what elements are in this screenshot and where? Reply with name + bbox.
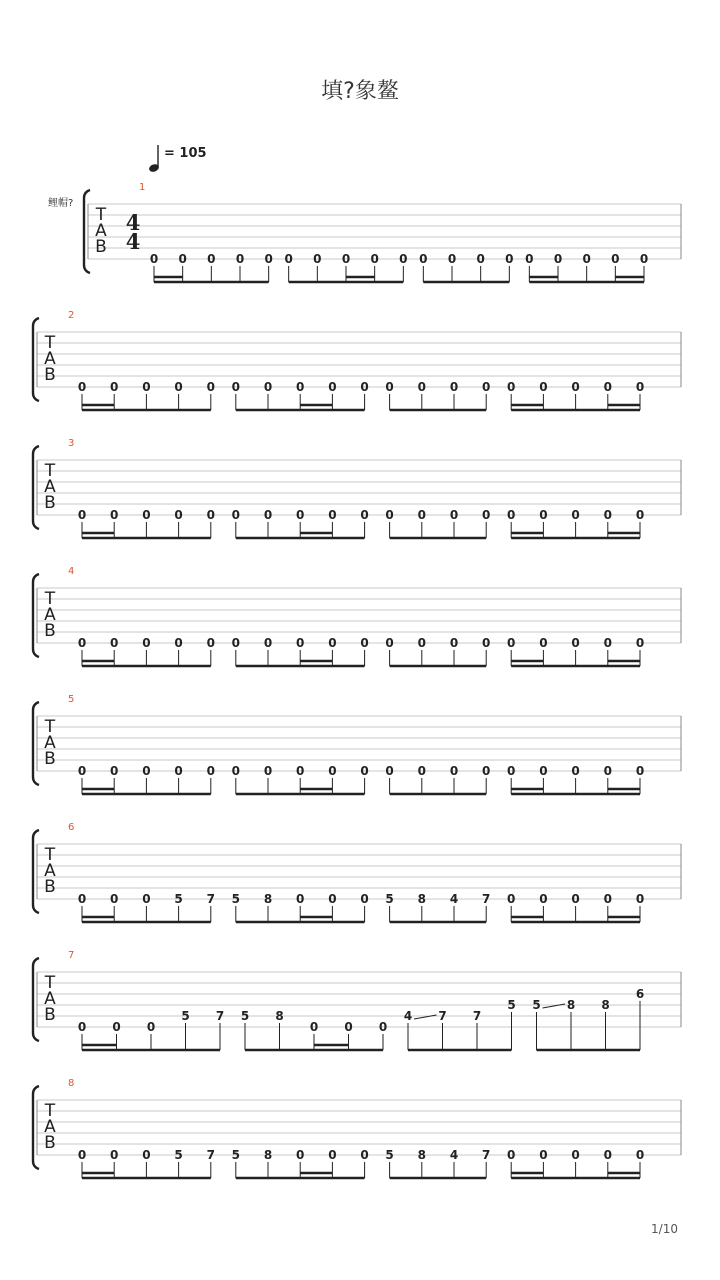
fret-number: 0 (635, 508, 645, 522)
fret-number: 0 (77, 380, 87, 394)
fret-number: 0 (77, 1148, 87, 1162)
fret-number: 8 (566, 998, 576, 1012)
fret-number: 0 (449, 636, 459, 650)
fret-number: 8 (417, 892, 426, 906)
fret-number: 0 (603, 380, 612, 394)
fret-number: 5 (231, 1148, 240, 1162)
fret-number: 0 (360, 508, 369, 522)
fret-number: 7 (482, 1148, 491, 1162)
fret-number: 7 (206, 892, 215, 906)
fret-number: 5 (385, 892, 394, 906)
tab-clef-letter: A (44, 605, 56, 625)
fret-number: 0 (507, 380, 516, 394)
fret-number: 0 (539, 636, 548, 650)
fret-number: 0 (206, 636, 215, 650)
fret-number: 7 (438, 1009, 447, 1023)
tab-clef-letter: T (44, 461, 56, 481)
fret-number: 0 (476, 252, 485, 266)
fret-number: 0 (360, 764, 369, 778)
fret-number: 0 (635, 892, 645, 906)
fret-number: 0 (571, 1148, 580, 1162)
fret-number: 0 (507, 1148, 516, 1162)
fret-number: 0 (525, 252, 534, 266)
fret-number: 7 (206, 1148, 215, 1162)
fret-number: 0 (110, 508, 119, 522)
fret-number: 0 (417, 764, 426, 778)
fret-number: 5 (532, 998, 541, 1012)
fret-number: 0 (419, 252, 428, 266)
fret-number: 0 (77, 508, 87, 522)
fret-number: 0 (77, 636, 87, 650)
fret-number: 7 (472, 1009, 482, 1023)
fret-number: 0 (309, 1020, 319, 1034)
tab-clef-letter: B (95, 237, 107, 257)
fret-number: 0 (611, 252, 620, 266)
fret-number: 0 (360, 636, 369, 650)
fret-number: 8 (417, 1148, 426, 1162)
fret-number: 0 (284, 252, 293, 266)
fret-number: 0 (110, 764, 119, 778)
tab-clef-letter: T (44, 333, 56, 353)
fret-number: 0 (206, 508, 215, 522)
fret-number: 0 (296, 764, 305, 778)
fret-number: 0 (449, 508, 459, 522)
fret-number: 0 (207, 252, 216, 266)
score-title: 填?象鳌 (321, 79, 399, 104)
fret-number: 0 (263, 764, 273, 778)
fret-number: 0 (149, 252, 159, 266)
fret-number: 0 (142, 1148, 151, 1162)
measure-number: 7 (68, 950, 75, 961)
fret-number: 0 (296, 636, 305, 650)
page-number: 1/10 (651, 1222, 678, 1236)
system-bracket (33, 1086, 39, 1169)
fret-number: 0 (263, 636, 273, 650)
tab-clef-letter: T (44, 973, 56, 993)
fret-number: 0 (385, 508, 394, 522)
tempo-value: = 105 (164, 146, 207, 161)
fret-number: 0 (482, 380, 491, 394)
fret-number: 0 (110, 892, 119, 906)
fret-number: 0 (482, 636, 491, 650)
tab-clef-letter: A (44, 477, 56, 497)
tab-clef-letter: B (44, 621, 56, 641)
fret-number: 0 (571, 636, 580, 650)
tab-clef-letter: B (44, 877, 56, 897)
track-label: 鲤帽? (48, 198, 74, 209)
fret-number: 0 (110, 380, 119, 394)
time-signature-bottom: 4 (125, 229, 141, 254)
tab-clef-letter: T (44, 1101, 56, 1121)
fret-number: 0 (370, 252, 379, 266)
fret-number: 0 (553, 252, 563, 266)
system-bracket (84, 190, 90, 273)
fret-number: 0 (142, 508, 151, 522)
tab-clef-letter: B (44, 749, 56, 769)
fret-number: 0 (142, 764, 151, 778)
fret-number: 0 (449, 380, 459, 394)
tab-clef-letter: T (44, 589, 56, 609)
fret-number: 0 (231, 636, 240, 650)
tab-clef-letter: A (95, 221, 107, 241)
fret-number: 0 (296, 1148, 305, 1162)
fret-number: 0 (507, 636, 516, 650)
fret-number: 0 (603, 1148, 612, 1162)
fret-number: 0 (296, 892, 305, 906)
fret-number: 5 (174, 892, 183, 906)
fret-number: 8 (263, 892, 273, 906)
fret-number: 0 (231, 508, 240, 522)
tab-clef-letter: T (44, 845, 56, 865)
fret-number: 0 (417, 508, 426, 522)
system-bracket (33, 446, 39, 529)
fret-number: 7 (215, 1009, 225, 1023)
fret-number: 0 (77, 764, 87, 778)
fret-number: 0 (482, 764, 491, 778)
fret-number: 0 (231, 764, 240, 778)
measure-number: 3 (68, 438, 75, 449)
tab-clef-letter: A (44, 733, 56, 753)
fret-number: 0 (639, 252, 649, 266)
system-bracket (33, 830, 39, 913)
fret-number: 4 (449, 1148, 459, 1162)
fret-number: 5 (174, 1148, 183, 1162)
fret-number: 0 (507, 508, 516, 522)
system-bracket (33, 318, 39, 401)
fret-number: 0 (449, 764, 459, 778)
fret-number: 0 (328, 892, 337, 906)
fret-number: 0 (174, 636, 183, 650)
fret-number: 0 (142, 892, 151, 906)
fret-number: 0 (505, 252, 514, 266)
system-bracket (33, 702, 39, 785)
fret-number: 0 (174, 764, 183, 778)
fret-number: 0 (328, 636, 337, 650)
fret-number: 5 (181, 1009, 190, 1023)
fret-number: 0 (360, 380, 369, 394)
fret-number: 0 (571, 380, 580, 394)
fret-number: 0 (417, 636, 426, 650)
fret-number: 0 (507, 892, 516, 906)
fret-number: 0 (178, 252, 187, 266)
fret-number: 0 (539, 764, 548, 778)
fret-number: 0 (571, 892, 580, 906)
fret-number: 0 (482, 508, 491, 522)
fret-number: 0 (360, 892, 369, 906)
fret-number: 0 (447, 252, 457, 266)
fret-number: 0 (539, 380, 548, 394)
fret-number: 0 (296, 508, 305, 522)
fret-number: 0 (328, 508, 337, 522)
fret-number: 0 (206, 764, 215, 778)
measure-number: 6 (68, 822, 75, 833)
fret-number: 0 (539, 508, 548, 522)
fret-number: 0 (539, 1148, 548, 1162)
fret-number: 0 (231, 380, 240, 394)
fret-number: 0 (603, 764, 612, 778)
tab-clef-letter: B (44, 1133, 56, 1153)
measure-number: 4 (68, 566, 75, 577)
fret-number: 0 (603, 892, 612, 906)
tab-clef-letter: B (44, 365, 56, 385)
fret-number: 0 (385, 764, 394, 778)
fret-number: 5 (240, 1009, 250, 1023)
fret-number: 5 (231, 892, 240, 906)
fret-number: 0 (385, 380, 394, 394)
fret-number: 0 (582, 252, 591, 266)
fret-number: 0 (603, 508, 612, 522)
measure-number: 1 (139, 182, 146, 193)
fret-number: 0 (341, 252, 351, 266)
fret-number: 0 (539, 892, 548, 906)
fret-number: 0 (77, 1020, 87, 1034)
tab-clef-letter: T (44, 717, 56, 737)
fret-number: 0 (206, 380, 215, 394)
tab-clef-letter: A (44, 989, 56, 1009)
measure-number: 2 (68, 310, 75, 321)
time-signature-top: 4 (125, 210, 141, 235)
tab-clef-letter: A (44, 349, 56, 369)
measure-number: 8 (68, 1078, 75, 1089)
fret-number: 0 (507, 764, 516, 778)
fret-number: 0 (344, 1020, 353, 1034)
fret-number: 0 (635, 636, 645, 650)
fret-number: 0 (264, 252, 273, 266)
fret-number: 4 (449, 892, 459, 906)
fret-number: 8 (601, 998, 610, 1012)
fret-number: 0 (571, 508, 580, 522)
fret-number: 0 (77, 892, 87, 906)
fret-number: 0 (385, 636, 394, 650)
fret-number: 0 (635, 1148, 645, 1162)
fret-number: 0 (328, 764, 337, 778)
fret-number: 0 (313, 252, 322, 266)
tab-clef-letter: B (44, 493, 56, 513)
fret-number: 6 (635, 987, 645, 1001)
fret-number: 0 (146, 1020, 156, 1034)
fret-number: 0 (328, 380, 337, 394)
fret-number: 5 (507, 998, 516, 1012)
fret-number: 7 (482, 892, 491, 906)
fret-number: 0 (235, 252, 245, 266)
fret-number: 8 (275, 1009, 284, 1023)
fret-number: 4 (403, 1009, 413, 1023)
fret-number: 0 (142, 380, 151, 394)
fret-number: 0 (635, 380, 645, 394)
fret-number: 0 (296, 380, 305, 394)
fret-number: 0 (142, 636, 151, 650)
fret-number: 0 (174, 380, 183, 394)
fret-number: 0 (399, 252, 408, 266)
fret-number: 0 (378, 1020, 388, 1034)
fret-number: 0 (110, 636, 119, 650)
fret-number: 0 (112, 1020, 121, 1034)
system-bracket (33, 574, 39, 657)
fret-number: 5 (385, 1148, 394, 1162)
tab-clef-letter: A (44, 861, 56, 881)
fret-number: 0 (417, 380, 426, 394)
fret-number: 0 (110, 1148, 119, 1162)
fret-number: 0 (603, 636, 612, 650)
tab-clef-letter: A (44, 1117, 56, 1137)
fret-number: 0 (174, 508, 183, 522)
fret-number: 0 (635, 764, 645, 778)
fret-number: 0 (263, 380, 273, 394)
fret-number: 0 (360, 1148, 369, 1162)
fret-number: 8 (263, 1148, 273, 1162)
system-bracket (33, 958, 39, 1041)
tab-clef-letter: T (95, 205, 107, 225)
fret-number: 0 (328, 1148, 337, 1162)
tab-clef-letter: B (44, 1005, 56, 1025)
fret-number: 0 (571, 764, 580, 778)
measure-number: 5 (68, 694, 75, 705)
fret-number: 0 (263, 508, 273, 522)
